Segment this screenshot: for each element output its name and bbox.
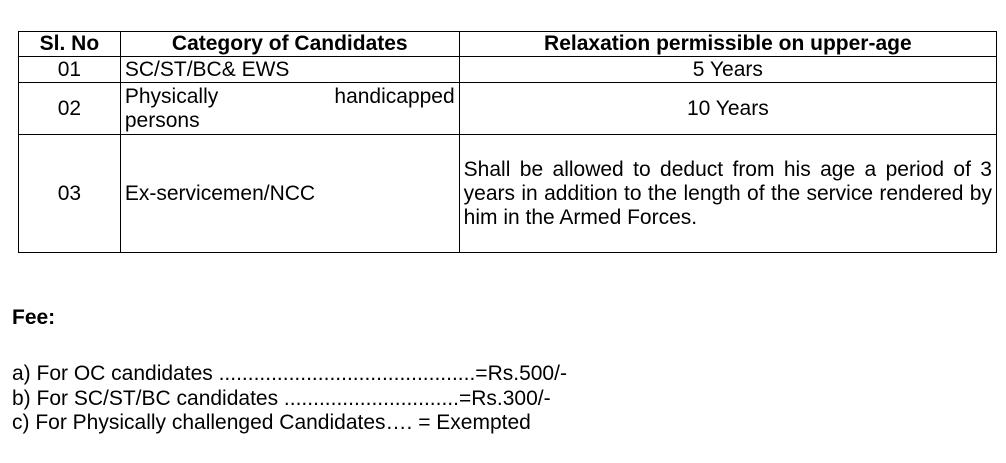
row-sl-no: 02	[19, 83, 121, 135]
row-relaxation: 5 Years	[459, 57, 996, 83]
fee-heading: Fee:	[12, 306, 56, 329]
category-word-handicapped: handicapped	[334, 84, 455, 108]
table-row	[19, 83, 997, 135]
category-word-physically: Physically	[124, 84, 219, 108]
category-line-1	[125, 85, 455, 109]
row-sl-no: 03	[19, 135, 121, 253]
row-category: Ex-servicemen/NCC	[120, 135, 459, 253]
column-header-relaxation: Relaxation permissible on upper-age	[459, 32, 996, 57]
column-header-category: Category of Candidates	[120, 32, 459, 57]
row-category	[120, 83, 459, 135]
row-category: SC/ST/BC& EWS	[120, 57, 459, 83]
row-sl-no: 01	[19, 57, 121, 83]
fee-item-oc: a) For OC candidates ............................................=Rs.500/-	[12, 362, 567, 385]
table-header-row	[19, 32, 997, 57]
fee-list	[12, 362, 567, 436]
category-line-2: persons	[124, 108, 200, 132]
table-row	[19, 57, 997, 83]
fee-item-sc-st-bc: b) For SC/ST/BC candidates ..............................=Rs.300/-	[12, 386, 551, 410]
table-row	[19, 135, 997, 253]
row-relaxation: Shall be allowed to deduct from his age a period of 3 years in addition to the length of the service rendered by him in the Armed Forces.	[459, 135, 996, 253]
column-header-sl-no: Sl. No	[19, 32, 121, 57]
age-relaxation-table	[18, 31, 997, 253]
row-relaxation: 10 Years	[459, 83, 996, 135]
fee-item-physically-challenged: c) For Physically challenged Candidates…. = Exempted	[12, 411, 531, 434]
